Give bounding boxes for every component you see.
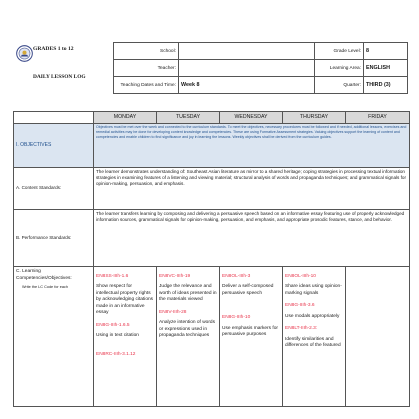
- day-monday: MONDAY: [94, 112, 157, 124]
- lc-text: Identify similarities and differences of the featured: [285, 336, 341, 349]
- content-standards-label: A. Content Standards:: [14, 168, 94, 210]
- lc-text: Share ideas using opinion-marking signals: [285, 284, 342, 296]
- lc-code: EN8OL-IIIh-10: [285, 274, 316, 279]
- lc-text: Analyze intention of words or expressions used in propaganda techniques: [159, 320, 215, 339]
- grade-label: Grade Level:: [315, 43, 364, 60]
- lc-text: Judge the relevance and worth of ideas presented in the materials viewed: [159, 284, 217, 303]
- objectives-label: I. OBJECTIVES: [14, 124, 94, 168]
- objectives-text: Objectives must be met over the week and connected to the curriculum standards. To meet the objectives, necessary procedures must be followed and if needed, additional lessons, exercises and remedial activities may be done for developing content knowledge and competencies. These are using Formative Assessment strategies. Valuing objectives support the learning of content and competencies and enable children to find significance and joy in learning the lessons. Weekly objectives shall be derived from the curriculum guides.: [94, 124, 410, 168]
- lc-code: EN8G-IIIh-3.6: [285, 303, 315, 309]
- lesson-plan-table: [13, 111, 410, 407]
- school-value: [179, 43, 315, 60]
- day-header-row: [14, 112, 410, 124]
- day-friday: FRIDAY: [346, 112, 410, 124]
- grades-title: GRADES 1 to 12: [33, 46, 74, 52]
- performance-standards-label: B. Performance Standards:: [14, 210, 94, 267]
- teaching-dates-label: Teaching Dates and Time:: [114, 77, 179, 94]
- quarter-value: THIRD (3): [364, 77, 408, 94]
- monday-competencies: [94, 267, 157, 407]
- lc-text: Use emphasis markers for persuasive purposes: [222, 325, 278, 338]
- learning-area-label: Learning Area:: [315, 60, 364, 77]
- content-standards-row: [14, 168, 410, 210]
- performance-standards-text: The learner transfers learning by composing and delivering a persuasive speech based on an informative essay featuring use of properly acknowledged information sources, grammatical signals for opinion-making, persuasion, and emphasis, and appropriate prosodic features, stance, and behavior.: [94, 210, 410, 267]
- lc-code: EN8VC-IIIh-19: [159, 274, 191, 279]
- lc-text: Deliver a self-composed persuasive speech: [222, 284, 274, 296]
- lc-text: Using in text citation: [96, 333, 139, 339]
- competencies-sublabel: Write the LC Code for each: [22, 284, 68, 289]
- competencies-row: [14, 267, 410, 407]
- lc-code: EN8G-IIIh-1.6.5: [96, 322, 130, 328]
- lc-text: Show respect for intellectual property rights by acknowledging citations made in an informative essay: [96, 284, 154, 316]
- lc-code: EN8RC-IIIh-3.1.12: [96, 351, 136, 357]
- content-standards-text: The learner demonstrates understanding of: Southeast Asian literature as mirror to a shared heritage; coping strategies in processing textual information strategies in examining features of a listening and viewing material; structural analysis of words and propaganda techniques; and grammatical signals for opinion-making, persuasion, and emphasis.: [94, 168, 410, 210]
- corner-cell: [14, 112, 94, 124]
- competencies-label-cell: [14, 267, 94, 407]
- lc-code: EN8SS-IIIh-1.6: [96, 274, 129, 279]
- header-info-table: [113, 42, 408, 94]
- lc-code: EN8LT-IIIh-2.3:: [285, 326, 318, 332]
- teacher-value: [179, 60, 315, 77]
- day-thursday: THURSDAY: [283, 112, 346, 124]
- lc-code: EN8OL-IIIh-3: [222, 274, 251, 279]
- competencies-label: C. Learning Competencies/Objectives:: [16, 269, 72, 282]
- lc-text: Use modals appropriately: [285, 313, 340, 319]
- quarter-label: Quarter:: [315, 77, 364, 94]
- deped-seal-icon: [16, 45, 33, 62]
- thursday-competencies: [283, 267, 346, 407]
- tuesday-competencies: [157, 267, 220, 407]
- objectives-row: [14, 124, 410, 168]
- wednesday-competencies: [220, 267, 283, 407]
- teaching-dates-value: Week 8: [179, 77, 315, 94]
- lc-code: EN8V-IIIh-28: [159, 309, 187, 315]
- day-wednesday: WEDNESDAY: [220, 112, 283, 124]
- learning-area-value: ENGLISH: [364, 60, 408, 77]
- school-label: School:: [114, 43, 179, 60]
- teacher-label: Teacher:: [114, 60, 179, 77]
- performance-standards-row: [14, 210, 410, 267]
- friday-competencies: [346, 267, 410, 407]
- lc-code: EN8G-IIIh-10: [222, 315, 251, 321]
- day-tuesday: TUESDAY: [157, 112, 220, 124]
- log-title: DAILY LESSON LOG: [33, 74, 86, 80]
- grade-value: 8: [364, 43, 408, 60]
